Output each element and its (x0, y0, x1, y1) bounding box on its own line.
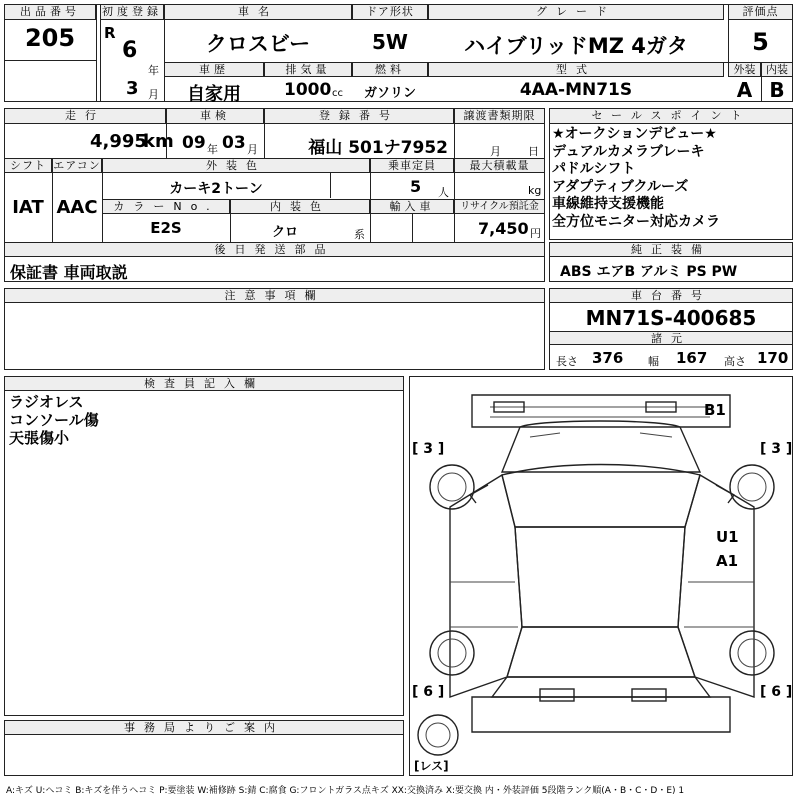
recycle-deposit: 7,450 (478, 219, 529, 238)
rear-window-outline (507, 627, 695, 677)
transfer-month-unit: 月 (490, 145, 501, 158)
left-mirror (470, 485, 488, 503)
divider (230, 199, 231, 242)
mark-front-bumper: B1 (704, 401, 726, 419)
left-door-lines (450, 582, 518, 627)
inspector-note: 天張傷小 (9, 429, 70, 447)
first-registration-header: 初度登録 (102, 5, 162, 18)
score-header: 評価点 (728, 4, 793, 20)
mileage-unit: km (143, 131, 174, 152)
tire-tread-rear-right: [ 6 ] (760, 684, 793, 700)
grade-header: グレード (428, 4, 724, 20)
ac-header: エアコン (53, 159, 101, 172)
wheel-rear-right-inner (738, 639, 766, 667)
rear-right-light (632, 689, 666, 701)
sales-point: 全方位モニター対応カメラ (552, 213, 720, 230)
wheel-front-right (730, 465, 774, 509)
color-number: E2S (150, 219, 182, 237)
car-name-header: 車名 (164, 4, 352, 20)
plate-header: 登録番号 (264, 108, 454, 124)
capacity-unit: 人 (438, 186, 449, 199)
width-value: 167 (676, 349, 708, 367)
divider (100, 4, 101, 102)
exterior-grade: A (736, 78, 753, 102)
fuel: ガソリン (363, 86, 416, 101)
wheel-rear-left (430, 631, 474, 675)
inspector-note: コンソール傷 (9, 411, 99, 429)
caution-header: 注意事項欄 (4, 288, 545, 303)
wheel-rear-left-inner (438, 639, 466, 667)
capacity: 5 (410, 177, 422, 196)
windshield-outline (502, 465, 700, 528)
height-label: 高さ (724, 355, 746, 368)
month-unit: 月 (148, 88, 159, 101)
divider (52, 158, 53, 242)
door-type: 5W (372, 30, 408, 54)
chassis-header: 車台番号 (549, 288, 793, 303)
inspection-year-unit: 年 (207, 143, 218, 156)
car-name: クロスビー (205, 32, 311, 56)
divider (4, 60, 96, 61)
inspector-notes (9, 393, 99, 447)
divider (166, 108, 167, 158)
door-type-header: ドア形状 (352, 4, 428, 20)
body-color: カーキ2トーン (169, 181, 263, 197)
headlight-marks (530, 433, 672, 437)
rear-bumper-outline (472, 697, 730, 732)
mark-right-door-lower: A1 (716, 552, 739, 570)
score: 5 (752, 28, 769, 56)
wheel-front-left (430, 465, 474, 509)
wheel-front-right-inner (738, 473, 766, 501)
divider (96, 4, 97, 102)
interior-grade: B (769, 78, 785, 102)
transfer-deadline-header: 譲渡書類期限 (454, 108, 545, 124)
divider (412, 214, 413, 242)
lot-number: 205 (24, 24, 76, 52)
tire-tread-rear-left: [ 6 ] (412, 684, 445, 700)
roof-outline (515, 527, 685, 627)
inspection-year: 09 (182, 133, 206, 153)
body-color-header: 外装色 (102, 158, 370, 173)
divider (728, 4, 729, 62)
history-header: 車歴 (164, 62, 264, 77)
equipment-header: 純正装備 (549, 242, 793, 257)
mileage: 4,995 (90, 131, 147, 152)
front-bumper-outline (472, 395, 730, 427)
shift: IAT (12, 197, 44, 218)
office-header: 事務局よりご案内 (4, 720, 404, 735)
inspection-header: 車検 (166, 108, 264, 124)
inspection-month-unit: 月 (247, 143, 258, 156)
damage-diagram (409, 376, 793, 776)
wheel-rear-right (730, 631, 774, 675)
later-parts-header: 後日発送部品 (4, 242, 545, 257)
dimensions-header: 諸元 (549, 331, 793, 345)
car-outline (410, 377, 794, 777)
transfer-day-unit: 日 (528, 145, 539, 158)
interior-color-header: 内装色 (230, 199, 370, 214)
recycle-unit: 円 (530, 227, 541, 240)
grade: ハイブリッドMZ 4ガタ (464, 34, 688, 58)
sales-points-list (552, 126, 720, 232)
divider (330, 173, 331, 198)
max-load-header: 最大積載量 (454, 158, 545, 173)
displacement-header: 排気量 (264, 62, 352, 77)
color-no-header: カラーNo. (102, 199, 230, 214)
history: 自家用 (187, 84, 241, 105)
equipment: ABS エアB アルミ PS PW (560, 264, 738, 280)
lot-number-header: 出品番号 (4, 4, 96, 20)
plate-number: 福山 501ナ7952 (308, 138, 448, 158)
tire-tread-front-right: [ 3 ] (760, 441, 793, 457)
registration-month: 3 (126, 78, 139, 99)
inspector-header: 検査員記入欄 (4, 376, 404, 391)
model-code: 4AA-MN71S (519, 80, 633, 100)
displacement: 1000 (284, 80, 332, 100)
divider (264, 108, 265, 158)
inspection-month: 03 (222, 133, 246, 153)
tailgate-outline (492, 677, 710, 697)
right-mirror (716, 485, 734, 503)
spare-tire-inner (426, 723, 450, 747)
right-door-lines (684, 582, 754, 627)
sales-point: アダプティブクルーズ (552, 178, 689, 195)
year-unit: 年 (148, 64, 159, 77)
air-conditioner: AAC (56, 197, 98, 218)
registration-era: R (104, 24, 116, 42)
exterior-header: 外装 (728, 62, 761, 77)
interior-color-unit: 系 (354, 228, 365, 241)
sales-point: デュアルカメラブレーキ (552, 143, 705, 160)
tire-tread-front-left: [ 3 ] (412, 441, 445, 457)
registration-year: 6 (122, 38, 138, 63)
sales-points-header: セールスポイント (549, 108, 793, 124)
divider (454, 108, 455, 158)
interior-header: 内装 (761, 62, 793, 77)
wheel-front-left-inner (438, 473, 466, 501)
recycle-header: リサイクル預託金 (454, 199, 545, 214)
width-label: 幅 (648, 355, 659, 368)
interior-color: クロ (271, 225, 298, 240)
length-value: 376 (592, 349, 624, 367)
capacity-header: 乗車定員 (370, 158, 454, 173)
spare-tire-status: [レス] (414, 759, 449, 773)
height-value: 170 (757, 349, 789, 367)
later-parts: 保証書 車両取説 (10, 263, 128, 282)
sales-point: パドルシフト (552, 161, 636, 178)
legend-footer: A:キズ U:ヘコミ B:キズを伴うヘコミ P:要塗装 W:補修跡 S:錆 C:腐食 G:フロントガラス点キズ XX:交換済み X:要交換 内・外装評価 5段階ランク順(A・B・C・D・E) 1 (6, 786, 685, 796)
length-label: 長さ (556, 355, 578, 368)
fuel-header: 燃料 (352, 62, 428, 77)
mileage-header: 走行 (4, 108, 166, 124)
model-header: 型式 (428, 62, 724, 77)
spare-tire (418, 715, 458, 755)
inspector-note: ラジオレス (9, 393, 84, 411)
max-load-unit: kg (528, 184, 542, 197)
rear-left-light (540, 689, 574, 701)
mark-right-door-upper: U1 (716, 528, 739, 546)
shift-header: シフト (4, 158, 52, 173)
chassis-number: MN71S-400685 (585, 306, 757, 330)
displacement-unit: cc (332, 88, 343, 99)
import-header: 輸入車 (370, 199, 454, 214)
divider (761, 62, 762, 102)
sales-point: 車線維持支援機能 (552, 196, 664, 213)
sales-point: ★オークションデビュー★ (552, 126, 717, 142)
